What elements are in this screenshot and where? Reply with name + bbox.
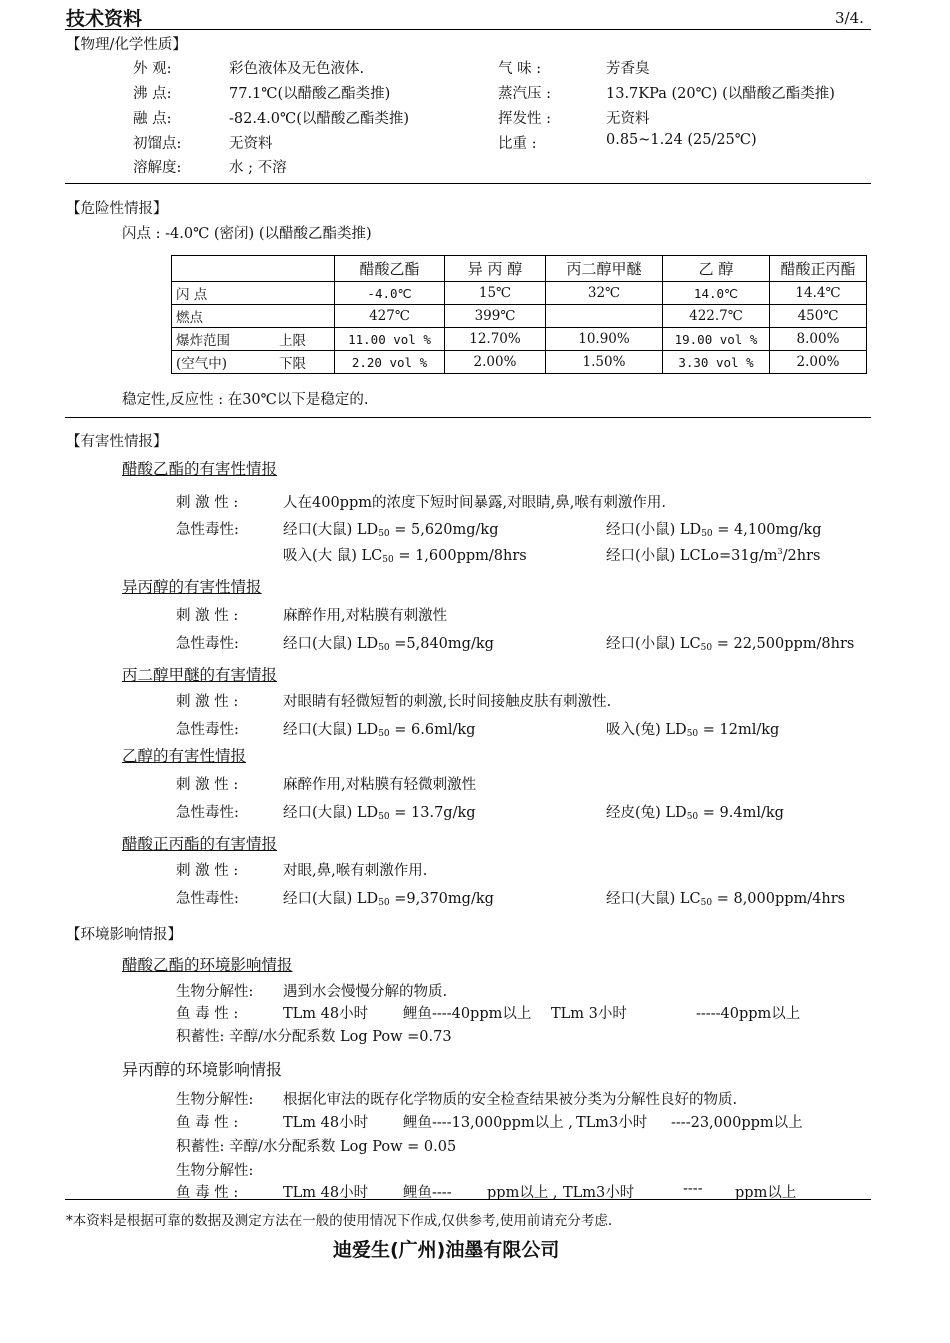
table-cell: 427℃ <box>335 305 445 328</box>
row-label: (空气中) <box>172 351 276 374</box>
field-value: ppm以上 <box>735 1185 797 1201</box>
table-cell: 14.0℃ <box>663 282 770 305</box>
field-key: 生物分解性: <box>176 1163 254 1179</box>
field-value: 人在400ppm的浓度下短时间暴露,对眼睛,鼻,喉有刺激作用. <box>283 495 666 511</box>
table-cell: 2.20 vol % <box>335 351 445 374</box>
field-value: ---- <box>683 1181 703 1197</box>
field-key: 刺 激 性 : <box>176 694 239 710</box>
field-value: 鲤鱼----40ppm以上 <box>403 1006 532 1022</box>
table-cell: 2.00% <box>445 351 546 374</box>
table-cell: 12.70% <box>445 328 546 351</box>
field-value: 对眼,鼻,喉有刺激作用. <box>283 863 428 879</box>
table-header-cell: 丙二醇甲醚 <box>546 256 663 282</box>
tox-value: 吸入(大 鼠) $LC_{50} = 1,600ppm/8hrs$ <box>283 548 527 565</box>
field-key: 急性毒性: <box>176 722 239 738</box>
field-value: TLm 48小时 <box>283 1115 369 1131</box>
subsection-title: 醋酸乙酯的有害性情报 <box>122 460 278 478</box>
field-key: 急性毒性: <box>176 522 239 538</box>
table-cell: 422.7℃ <box>663 305 770 328</box>
field-value: 麻醉作用,对粘膜有刺激性 <box>283 608 448 624</box>
field-key: 生物分解性: <box>176 1092 254 1108</box>
table-cell: 1.50% <box>546 351 663 374</box>
subsection-title: 异丙醇的有害性情报 <box>122 578 262 596</box>
table-cell: 15℃ <box>445 282 546 305</box>
prop-key: 初馏点: <box>133 136 182 152</box>
section-rule <box>65 417 871 418</box>
table-cell: 450℃ <box>770 305 867 328</box>
table-cell: 3.30 vol % <box>663 351 770 374</box>
prop-value: 彩色液体及无色液体. <box>229 61 365 77</box>
tox-value: 经口(小鼠) $LCLo=31g/m^3/2hrs$ <box>606 547 821 564</box>
subsection-title: 丙二醇甲醚的有害情报 <box>122 666 278 684</box>
tox-value: 经口(小鼠) $LC_{50} = 22,500ppm/8hrs$ <box>606 636 855 653</box>
stability-text: 稳定性,反应性 : 在30℃以下是稳定的. <box>122 392 369 408</box>
header-rule <box>65 29 871 30</box>
footer-rule <box>65 1199 871 1200</box>
field-value: 积蓄性: 辛醇/水分配系数 Log Pow =0.73 <box>176 1029 452 1045</box>
field-key: 鱼 毒 性 : <box>176 1115 239 1131</box>
table-cell: 8.00% <box>770 328 867 351</box>
field-value: 麻醉作用,对粘膜有轻微刺激性 <box>283 777 477 793</box>
field-key: 刺 激 性 : <box>176 495 239 511</box>
table-cell: 11.00 vol % <box>335 328 445 351</box>
field-key: 刺 激 性 : <box>176 777 239 793</box>
field-value: 遇到水会慢慢分解的物质. <box>283 984 448 1000</box>
field-value: -----40ppm以上 <box>696 1006 801 1022</box>
row-label: 闪 点 <box>172 282 276 305</box>
prop-value: 芳香臭 <box>606 61 650 77</box>
field-value: 鲤鱼---- <box>403 1185 452 1201</box>
prop-key: 蒸汽压 : <box>498 86 551 102</box>
tox-value: 经口(大鼠) $LD_{50} = 5,620mg/kg$ <box>283 522 499 539</box>
table-row <box>172 328 867 351</box>
field-key: 鱼 毒 性 : <box>176 1185 239 1201</box>
field-key: 急性毒性: <box>176 891 239 907</box>
table-cell: 14.4℃ <box>770 282 867 305</box>
page-number: 3/4. <box>835 9 864 27</box>
danger-heading: 【危险性情报】 <box>66 201 168 217</box>
prop-value: 0.85~1.24 (25/25℃) <box>606 132 757 148</box>
table-cell: -4.0℃ <box>335 282 445 305</box>
field-value: 鲤鱼----13,000ppm以上 , <box>403 1115 573 1131</box>
hazard-table <box>171 255 867 374</box>
table-cell <box>546 305 663 328</box>
field-value: TLm 48小时 <box>283 1006 369 1022</box>
table-header-cell: 醋酸正丙酯 <box>770 256 867 282</box>
table-cell: 32℃ <box>546 282 663 305</box>
prop-key: 溶解度: <box>133 160 182 176</box>
field-key: 急性毒性: <box>176 805 239 821</box>
row-label: 爆炸范围 <box>172 328 276 351</box>
prop-value: 77.1℃(以醋酸乙酯类推) <box>229 86 391 102</box>
company-name: 迪爱生(广州)油墨有限公司 <box>333 1239 560 1261</box>
field-value: 对眼睛有轻微短暂的刺激,长时间接触皮肤有刺激性. <box>283 694 612 710</box>
prop-value: 水 ; 不溶 <box>229 160 287 176</box>
field-key: 刺 激 性 : <box>176 608 239 624</box>
subsection-title: 醋酸乙酯的环境影响情报 <box>122 956 293 974</box>
table-header-cell: 异 丙 醇 <box>445 256 546 282</box>
table-row <box>172 305 867 328</box>
table-cell: 19.00 vol % <box>663 328 770 351</box>
table-header-cell: 乙 醇 <box>663 256 770 282</box>
prop-key: 挥发性 : <box>498 111 551 127</box>
tox-value: 经口(大鼠) $LD_{50} =5,840mg/kg$ <box>283 636 494 653</box>
subsection-title: 异丙醇的环境影响情报 <box>122 1060 283 1079</box>
tox-value: 经口(大鼠) $LD_{50} =9,370mg/kg$ <box>283 891 494 908</box>
tox-value: 经皮(兔) $LD_{50} = 9.4ml/kg$ <box>606 805 784 822</box>
field-key: 鱼 毒 性 : <box>176 1006 239 1022</box>
field-value: TLm3小时 <box>563 1185 635 1201</box>
field-value: TLm3小时 <box>576 1115 648 1131</box>
prop-key: 气 味 : <box>498 61 542 77</box>
section-rule <box>65 183 871 184</box>
field-value: 积蓄性: 辛醇/水分配系数 Log Pow = 0.05 <box>176 1139 457 1155</box>
prop-value: 13.7KPa (20℃) (以醋酸乙酯类推) <box>606 86 835 102</box>
field-key: 生物分解性: <box>176 984 254 1000</box>
table-cell: 2.00% <box>770 351 867 374</box>
prop-key: 沸 点: <box>133 86 172 102</box>
disclaimer-note: *本资料是根据可靠的数据及测定方法在一般的使用情况下作成,仅供参考,使用前请充分考虑. <box>66 1213 613 1229</box>
document-title: 技术资料 <box>66 8 143 30</box>
field-value: TLm 3小时 <box>551 1006 627 1022</box>
prop-value: 无资料 <box>606 111 650 127</box>
table-cell: 399℃ <box>445 305 546 328</box>
tox-value: 经口(大鼠) $LD_{50} = 6.6ml/kg$ <box>283 722 476 739</box>
field-value: ----23,000ppm以上 <box>671 1115 803 1131</box>
prop-key: 比重 : <box>498 136 537 152</box>
row-sublabel: 下限 <box>275 351 335 374</box>
prop-value: -82.4.0℃(以醋酸乙酯类推) <box>229 111 410 127</box>
field-value: ppm以上 , <box>487 1185 558 1201</box>
field-key: 刺 激 性 : <box>176 863 239 879</box>
table-row <box>172 351 867 374</box>
physical-heading: 【物理/化学性质】 <box>66 37 187 53</box>
row-sublabel: 上限 <box>275 328 335 351</box>
tox-value: 经口(大鼠) $LD_{50} = 13.7g/kg$ <box>283 805 476 822</box>
table-row <box>172 282 867 305</box>
field-key: 急性毒性: <box>176 636 239 652</box>
prop-key: 外 观: <box>133 61 172 77</box>
prop-key: 融 点: <box>133 111 172 127</box>
env-heading: 【环境影响情报】 <box>66 927 182 943</box>
table-cell: 10.90% <box>546 328 663 351</box>
field-value: 根据化审法的既存化学物质的安全检查结果被分类为分解性良好的物质. <box>283 1092 738 1108</box>
tox-value: 经口(小鼠) $LD_{50} = 4,100mg/kg$ <box>606 522 822 539</box>
prop-value: 无资料 <box>229 136 273 152</box>
tox-value: 经口(大鼠) $LC_{50} = 8,000ppm/4hrs$ <box>606 891 846 908</box>
harm-heading: 【有害性情报】 <box>66 434 168 450</box>
table-header-cell: 醋酸乙酯 <box>335 256 445 282</box>
tox-value: 吸入(兔) $LD_{50} = 12ml/kg$ <box>606 722 780 739</box>
subsection-title: 醋酸正丙酯的有害情报 <box>122 835 278 853</box>
subsection-title: 乙醇的有害性情报 <box>122 747 247 765</box>
field-value: TLm 48小时 <box>283 1185 369 1201</box>
table-header-row <box>172 256 867 282</box>
flash-point-text: 闪点 : -4.0℃ (密闭) (以醋酸乙酯类推) <box>122 226 372 242</box>
row-label: 燃点 <box>172 305 276 328</box>
